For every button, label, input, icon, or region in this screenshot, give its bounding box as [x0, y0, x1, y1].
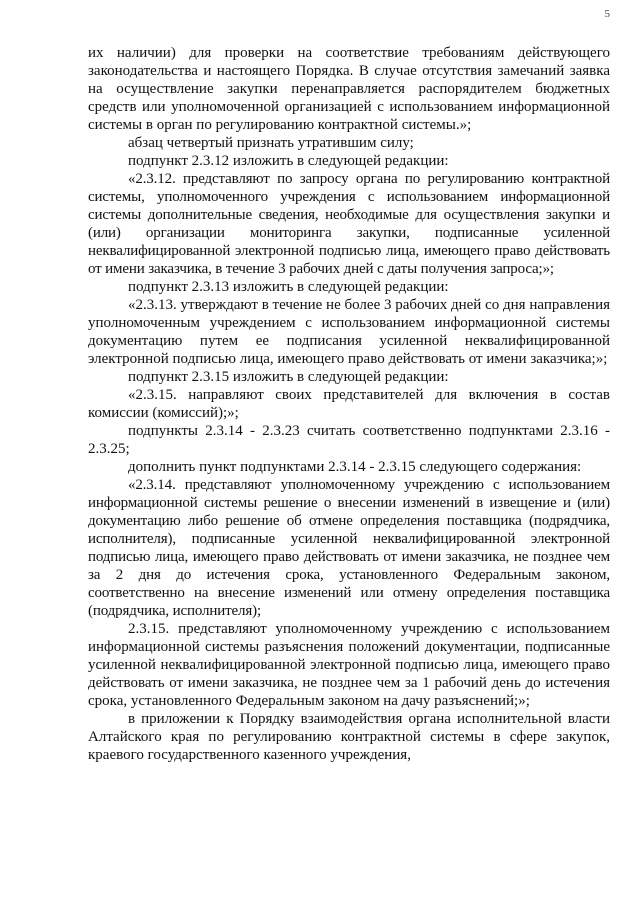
- paragraph-instruction: дополнить пункт подпунктами 2.3.14 - 2.3.15 следующего содержания:: [128, 459, 582, 475]
- paragraph-2-3-15: «2.3.15. направляют своих представителей для включения в состав комиссии (комиссий);»;: [88, 387, 610, 421]
- paragraph-2-3-15-new: 2.3.15. представляют уполномоченному учреждению с использованием информационной системы разъяснения положений документации, подписанные усиленной неквалифицированной электронной подписью лица, имеющего право действовать от имени заказчика, не позднее чем за 1 рабочий день до истечения срока, установленного Федеральным законом на дачу разъяснений;»;: [88, 621, 610, 709]
- paragraph-abzac: абзац четвертый признать утратившим силу;: [128, 135, 414, 151]
- paragraph-2-3-14-new: «2.3.14. представляют уполномоченному учреждению с использованием информационной системы решение о внесении изменений в извещение и (или) документацию либо решение об отмене определения поставщика (подрядчика, исполнителя), подписанные усиленной неквалифицированной электронной подписью лица, имеющего право действовать от имени заказчика, не позднее чем за 2 дня до истечения срока, установленного Федеральным законом, соответственно на внесение изменений или отмену определения поставщика (подрядчика, исполнителя);: [88, 477, 610, 619]
- paragraph-2-3-12: «2.3.12. представляют по запросу органа по регулированию контрактной системы, уполномоченного учреждения с использованием информационной системы дополнительные сведения, необходимые для осуществления закупки и (или) организации мониторинга закупки, подписанные усиленной неквалифицированной электронной подписью лица, имеющего право действовать от имени заказчика, в течение 3 рабочих дней с даты получения запроса;»;: [88, 171, 610, 277]
- paragraph-renumber: подпункты 2.3.14 - 2.3.23 считать соответственно подпунктами 2.3.16 - 2.3.25;: [88, 423, 610, 457]
- document-body: [88, 44, 610, 764]
- paragraph-instruction: подпункт 2.3.13 изложить в следующей редакции:: [128, 279, 449, 295]
- paragraph-instruction: подпункт 2.3.15 изложить в следующей редакции:: [128, 369, 449, 385]
- paragraph-instruction: подпункт 2.3.12 изложить в следующей редакции:: [128, 153, 449, 169]
- paragraph-2-3-13: «2.3.13. утверждают в течение не более 3 рабочих дней со дня направления уполномоченным учреждением с использованием информационной системы документацию путем ее подписания усиленной неквалифицированной электронной подписью лица, имеющего право действовать от имени заказчика;»;: [88, 297, 610, 367]
- paragraph-continuation: их наличии) для проверки на соответствие требованиям действующего законодательства и настоящего Порядка. В случае отсутствия замечаний заявка на осуществление закупки перенаправляется распорядителем бюджетных средств или уполномоченной организацией с использованием информационной системы в орган по регулированию контрактной системы.»;: [88, 45, 610, 133]
- page-number: 5: [604, 8, 610, 20]
- paragraph-appendix: в приложении к Порядку взаимодействия органа исполнительной власти Алтайского края по регулированию контрактной системы в сфере закупок, краевого государственного казенного учреждения,: [88, 711, 610, 763]
